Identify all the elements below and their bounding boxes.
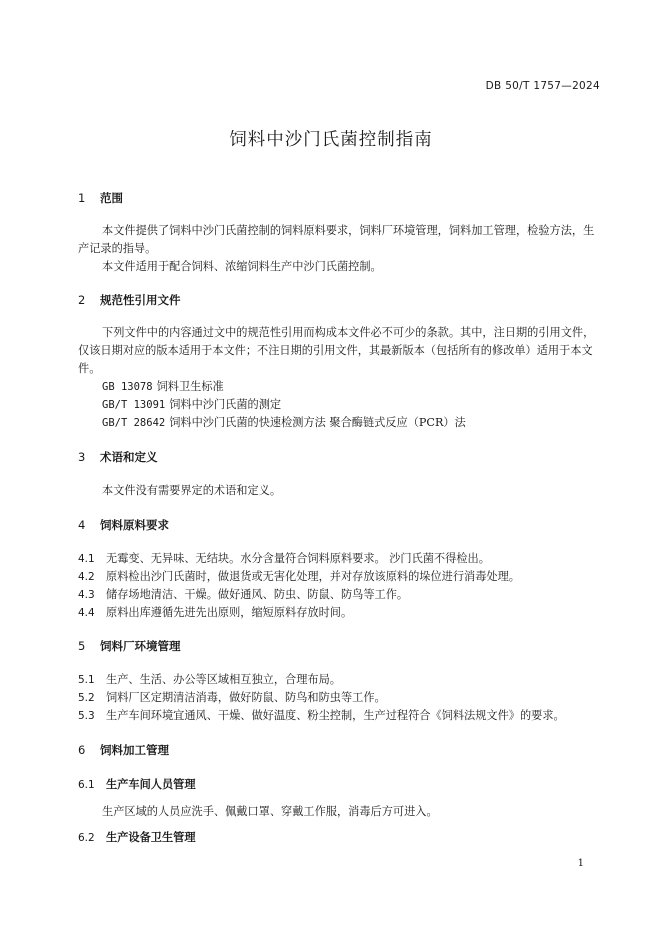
section-title: 术语和定义 <box>100 450 158 464</box>
clause-number: 4.3 <box>78 589 95 601</box>
clause-number: 4.2 <box>78 571 95 583</box>
clause-text: 原料检出沙门氏菌时，做退货或无害化处理，并对存放该原料的垛位进行消毒处理。 <box>106 570 520 583</box>
reference-item <box>102 414 466 430</box>
reference-name: 饲料中沙门氏菌的测定 <box>169 398 282 411</box>
reference-code: GB 13078 <box>102 381 153 393</box>
clause-item <box>78 550 490 566</box>
subsection-number: 6.2 <box>78 832 95 844</box>
section-number: 2 <box>78 293 86 307</box>
reference-item <box>102 378 224 394</box>
clause-text: 生产车间环境宜通风、干燥、做好温度、粉尘控制，生产过程符合《饲料法规文件》的要求。 <box>106 709 565 722</box>
clause-number: 5.3 <box>78 710 95 722</box>
section-title: 饲料加工管理 <box>100 743 170 757</box>
reference-name: 饲料中沙门氏菌的快速检测方法 聚合酶链式反应（PCR）法 <box>169 416 466 429</box>
section-heading-processing-management <box>78 742 169 758</box>
section-number: 5 <box>78 639 86 653</box>
reference-item <box>102 396 281 412</box>
subsection-number: 6.1 <box>78 779 95 791</box>
section-heading-terms-definitions <box>78 449 158 465</box>
section-heading-raw-material-requirements <box>78 517 169 533</box>
section-number: 1 <box>78 191 86 205</box>
clause-text: 生产、生活、办公等区域相互独立，合理布局。 <box>106 673 341 686</box>
scope-paragraph-2: 本文件适用于配合饲料、浓缩饲料生产中沙门氏菌控制。 <box>102 260 382 273</box>
section-heading-scope <box>78 190 123 206</box>
subsection-heading-personnel <box>78 776 196 792</box>
standard-code: DB 50/T 1757—2024 <box>485 80 600 92</box>
section-heading-plant-environment <box>78 638 181 654</box>
section-title: 饲料厂环境管理 <box>100 639 181 653</box>
clause-number: 4.1 <box>78 553 95 565</box>
reference-code: GB/T 28642 <box>102 417 166 429</box>
section-heading-normative-references <box>78 292 181 308</box>
clause-item <box>78 671 341 687</box>
section-title: 范围 <box>100 191 124 205</box>
terms-paragraph: 本文件没有需要界定的术语和定义。 <box>102 484 282 497</box>
clause-text: 储存场地清洁、干燥。做好通风、防虫、防鼠、防鸟等工作。 <box>106 588 409 601</box>
clause-text: 原料出库遵循先进先出原则，缩短原料存放时间。 <box>106 606 353 619</box>
section-title: 饲料原料要求 <box>100 518 170 532</box>
section-title: 规范性引用文件 <box>100 293 181 307</box>
scope-paragraph-1: 本文件提供了饲料中沙门氏菌控制的饲料原料要求，饲料厂环境管理，饲料加工管理，检验方法，生产记录的指导。 <box>78 224 595 255</box>
reference-code: GB/T 13091 <box>102 399 166 411</box>
clause-item <box>78 586 408 602</box>
subsection-title: 生产车间人员管理 <box>106 778 196 791</box>
clause-item <box>78 707 565 723</box>
document-title: 饲料中沙门氏菌控制指南 <box>229 130 433 150</box>
clause-text: 无霉变、无异味、无结块。水分含量符合饲料原料要求。 沙门氏菌不得检出。 <box>106 552 490 565</box>
references-paragraph: 下列文件中的内容通过文中的规范性引用而构成本文件必不可少的条款。其中，注日期的引用文件，仅该日期对应的版本适用于本文件；不注日期的引用文件，其最新版本（包括所有的修改单）适用于本文件。 <box>78 326 595 375</box>
page-number: 1 <box>577 858 584 869</box>
clause-item <box>78 689 386 705</box>
clause-number: 5.2 <box>78 692 95 704</box>
subsection-heading-equipment-hygiene <box>78 829 196 845</box>
clause-text: 饲料厂区定期清洁消毒，做好防鼠、防鸟和防虫等工作。 <box>106 691 386 704</box>
section-number: 6 <box>78 743 86 757</box>
clause-number: 4.4 <box>78 607 95 619</box>
clause-item <box>78 604 352 620</box>
section-number: 4 <box>78 518 86 532</box>
personnel-paragraph: 生产区域的人员应洗手、佩戴口罩、穿戴工作服，消毒后方可进入。 <box>102 805 438 818</box>
subsection-title: 生产设备卫生管理 <box>106 831 196 844</box>
clause-item <box>78 568 520 584</box>
clause-number: 5.1 <box>78 674 95 686</box>
reference-name: 饲料卫生标准 <box>156 380 224 393</box>
section-number: 3 <box>78 450 86 464</box>
